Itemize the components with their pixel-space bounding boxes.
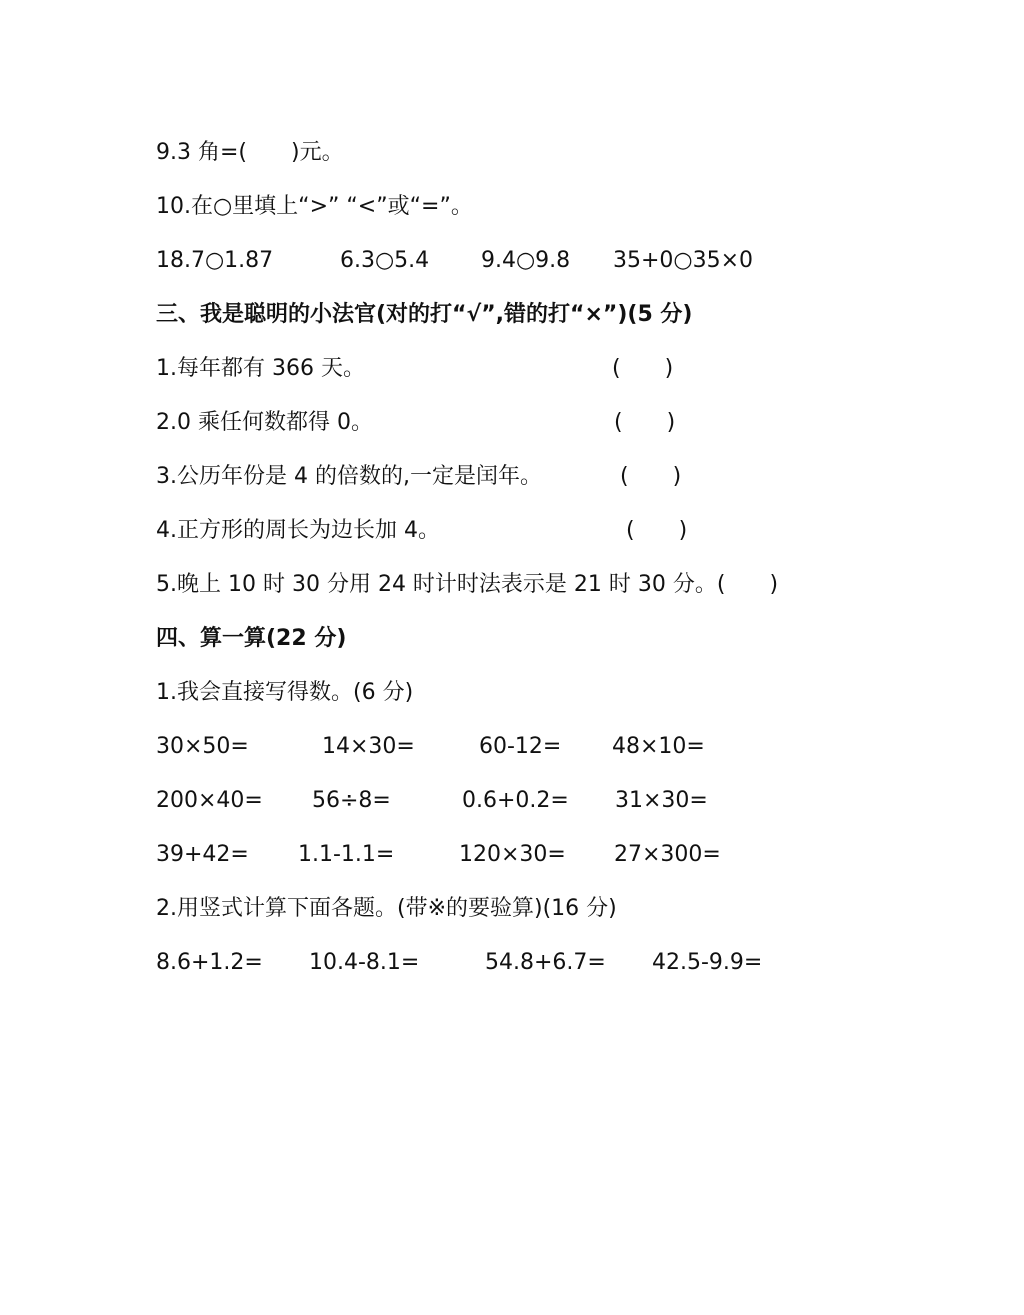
vertical-calc-row [156, 945, 856, 981]
subsection-vertical-calc: 2.用竖式计算下面各题。(带※的要验算)(16 分) [156, 896, 617, 921]
judge-item-text: 1.每年都有 366 天。 [156, 356, 365, 381]
section-3-heading: 三、我是聪明的小法官(对的打“√”,错的打“×”)(5 分) [156, 302, 693, 327]
calc-item: 27×300= [614, 842, 721, 867]
section-4-heading: 四、算一算(22 分) [156, 626, 347, 651]
calc-item: 54.8+6.7= [485, 950, 606, 975]
oral-calc-row-2 [156, 783, 856, 819]
calc-item: 31×30= [615, 788, 708, 813]
compare-item: 6.3○5.4 [340, 248, 430, 273]
answer-bracket: ( ) [614, 410, 676, 435]
compare-item: 9.4○9.8 [481, 248, 571, 273]
calc-item: 10.4-8.1= [309, 950, 420, 975]
compare-item: 18.7○1.87 [156, 248, 274, 273]
judge-item-5: 5.晚上 10 时 30 分用 24 时计时法表示是 21 时 30 分。( ) [156, 572, 779, 597]
answer-bracket: ( ) [626, 518, 688, 543]
judge-item-text: 2.0 乘任何数都得 0。 [156, 410, 373, 435]
subsection-oral-calc: 1.我会直接写得数。(6 分) [156, 680, 414, 705]
calc-item: 56÷8= [312, 788, 391, 813]
judge-item-2 [156, 405, 716, 441]
calc-item: 200×40= [156, 788, 263, 813]
calc-item: 60-12= [479, 734, 562, 759]
calc-item: 48×10= [612, 734, 705, 759]
calc-item: 39+42= [156, 842, 249, 867]
judge-item-text: 4.正方形的周长为边长加 4。 [156, 518, 440, 543]
calc-item: 30×50= [156, 734, 249, 759]
oral-calc-row-3 [156, 837, 856, 873]
calc-item: 14×30= [322, 734, 415, 759]
judge-item-4 [156, 513, 716, 549]
compare-row [156, 243, 856, 279]
calc-item: 42.5-9.9= [652, 950, 763, 975]
judge-item-text: 3.公历年份是 4 的倍数的,一定是闰年。 [156, 464, 542, 489]
answer-bracket: ( ) [612, 356, 674, 381]
judge-item-1 [156, 351, 716, 387]
question-10: 10.在○里填上“>” “<”或“=”。 [156, 194, 473, 219]
compare-item: 35+0○35×0 [613, 248, 754, 273]
calc-item: 1.1-1.1= [298, 842, 395, 867]
calc-item: 120×30= [459, 842, 566, 867]
answer-bracket: ( ) [620, 464, 682, 489]
calc-item: 8.6+1.2= [156, 950, 263, 975]
calc-item: 0.6+0.2= [462, 788, 569, 813]
oral-calc-row-1 [156, 729, 856, 765]
judge-item-3 [156, 459, 716, 495]
question-9: 9.3 角=( )元。 [156, 140, 344, 165]
